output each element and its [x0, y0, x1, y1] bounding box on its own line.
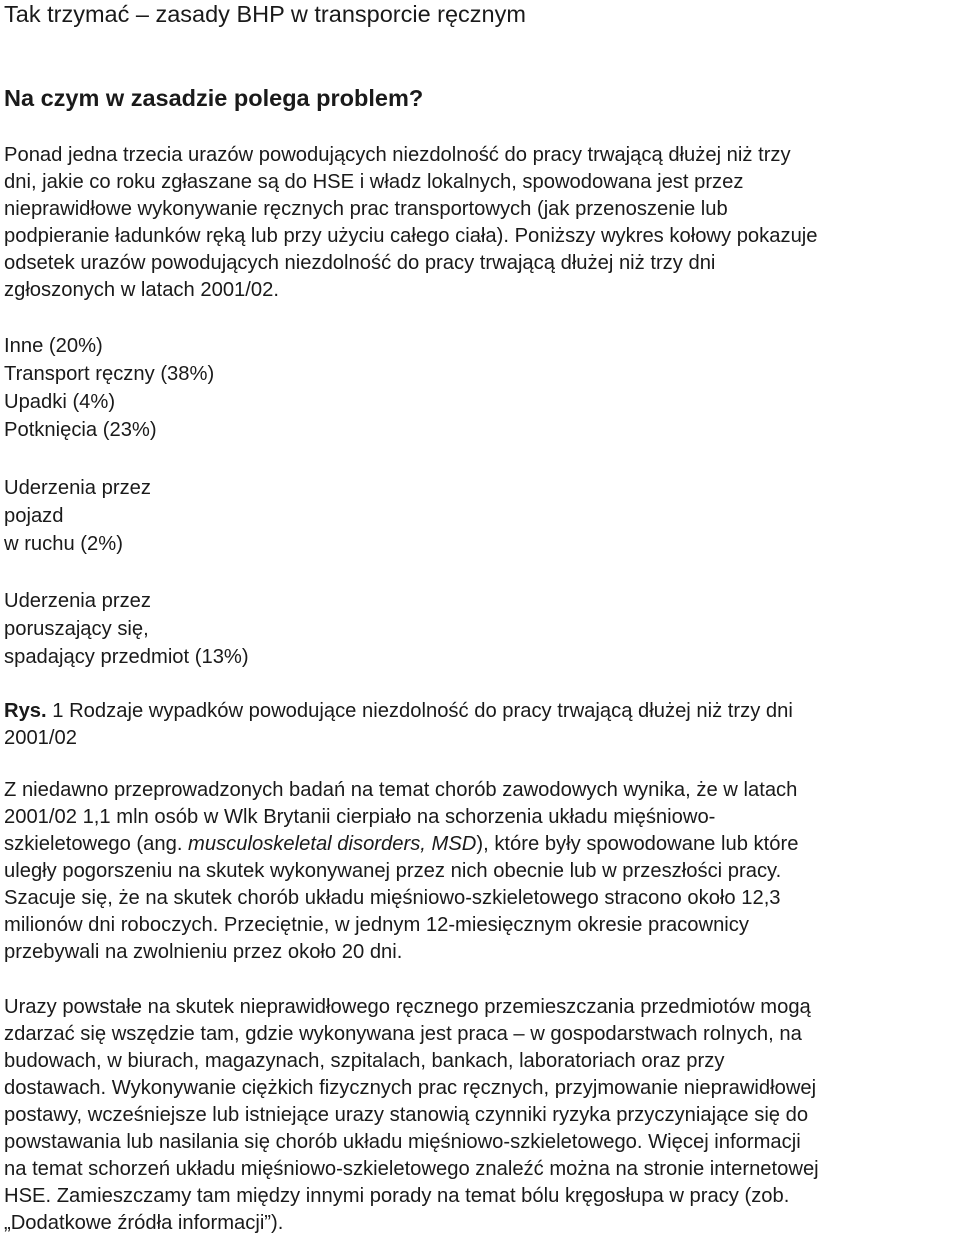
- caption-line: 2001/02: [4, 727, 77, 749]
- text-line: podpieranie ładunków ręką lub przy użyciu całego ciała). Poniższy wykres kołowy pokazuje: [4, 225, 818, 247]
- legend-entry: w ruchu (2%): [4, 533, 123, 555]
- text-fragment: ), które były spowodowane lub które: [476, 833, 799, 855]
- text-line: nieprawidłowe wykonywanie ręcznych prac transportowych (jak przenoszenie lub: [4, 198, 728, 220]
- chart-legend-group-3: [4, 587, 249, 671]
- text-line: odsetek urazów powodujących niezdolność do pracy trwającą dłużej niż trzy dni: [4, 252, 716, 274]
- text-line: zdarzać się wszędzie tam, gdzie wykonywana jest praca – w gospodarstwach rolnych, na: [4, 1023, 802, 1045]
- legend-entry: Upadki (4%): [4, 391, 116, 413]
- legend-entry: Inne (20%): [4, 335, 103, 357]
- chart-legend-group-2: [4, 474, 151, 558]
- caption-line: [4, 698, 956, 725]
- text-line: dni, jakie co roku zgłaszane są do HSE i władz lokalnych, spowodowana jest przez: [4, 171, 744, 193]
- legend-entry: spadający przedmiot (13%): [4, 646, 249, 668]
- intro-paragraph: [4, 142, 956, 304]
- legend-entry: Uderzenia przez: [4, 477, 151, 499]
- text-line: Urazy powstałe na skutek nieprawidłowego ręcznego przemieszczania przedmiotów mogą: [4, 996, 811, 1018]
- legend-entry: Potknięcia (23%): [4, 419, 157, 441]
- risk-paragraph: [4, 994, 956, 1237]
- page-title: Tak trzymać – zasady BHP w transporcie ręcznym: [4, 1, 526, 27]
- text-line: Ponad jedna trzecia urazów powodujących niezdolność do pracy trwającą dłużej niż trzy: [4, 144, 791, 166]
- text-line: przebywali na zwolnieniu przez około 20 dni.: [4, 941, 403, 963]
- text-line: powstawania lub nasilania się chorób układu mięśniowo-szkieletowego. Więcej informacji: [4, 1131, 801, 1153]
- text-line: uległy pogorszeniu na skutek wykonywanej przez nich obecnie lub w przeszłości pracy.: [4, 860, 782, 882]
- text-line: „Dodatkowe źródła informacji”).: [4, 1212, 284, 1234]
- caption-label: Rys.: [4, 700, 47, 722]
- text-line: na temat schorzeń układu mięśniowo-szkieletowego znaleźć można na stronie internetowej: [4, 1158, 819, 1180]
- text-line: dostawach. Wykonywanie ciężkich fizycznych prac ręcznych, przyjmowanie nieprawidłowej: [4, 1077, 817, 1099]
- text-line: Z niedawno przeprowadzonych badań na temat chorób zawodowych wynika, że w latach: [4, 779, 798, 801]
- text-line: HSE. Zamieszczamy tam między innymi porady na temat bólu kręgosłupa w pracy (zob.: [4, 1185, 790, 1207]
- text-line: budowach, w biurach, magazynach, szpitalach, bankach, laboratoriach oraz przy: [4, 1050, 725, 1072]
- text-line: postawy, wcześniejsze lub istniejące urazy stanowią czynniki ryzyka przyczyniające się do: [4, 1104, 809, 1126]
- figure-caption: [4, 698, 956, 752]
- chart-legend-group-1: [4, 332, 214, 444]
- text-line: Szacuje się, że na skutek chorób układu mięśniowo-szkieletowego stracono około 12,3: [4, 887, 781, 909]
- caption-text: 1 Rodzaje wypadków powodujące niezdolność do pracy trwającą dłużej niż trzy dni: [46, 700, 793, 722]
- legend-entry: poruszający się,: [4, 618, 149, 640]
- text-line: [4, 831, 956, 858]
- text-line: 2001/02 1,1 mln osób w Wlk Brytanii cierpiało na schorzenia układu mięśniowo-: [4, 806, 716, 828]
- english-term: musculoskeletal disorders, MSD: [188, 833, 477, 855]
- legend-entry: Uderzenia przez: [4, 590, 151, 612]
- text-fragment: szkieletowego (ang.: [4, 833, 189, 855]
- text-line: milionów dni roboczych. Przeciętnie, w jednym 12-miesięcznym okresie pracownicy: [4, 914, 749, 936]
- text-line: zgłoszonych w latach 2001/02.: [4, 279, 279, 301]
- msd-paragraph: [4, 777, 956, 966]
- section-heading: Na czym w zasadzie polega problem?: [4, 85, 424, 111]
- legend-entry: pojazd: [4, 505, 64, 527]
- legend-entry: Transport ręczny (38%): [4, 363, 215, 385]
